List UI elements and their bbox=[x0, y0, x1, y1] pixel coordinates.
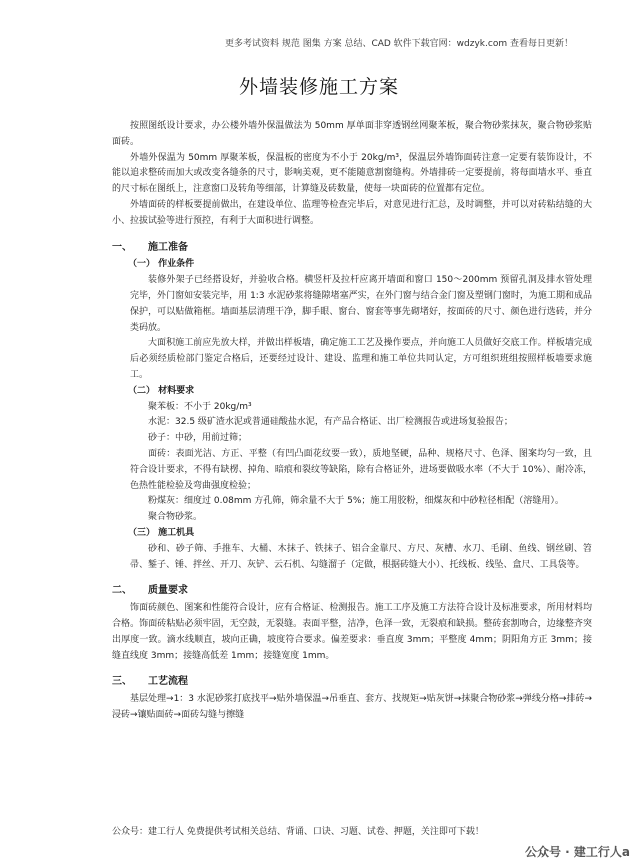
process-flow: 基层处理→1：3 水泥砂浆打底找平→贴外墙保温→吊垂直、套方、找规矩→贴灰饼→抹聚合物砂浆→弹线分格→排砖→浸砖→镶贴面砖→面砖勾缝与擦缝 bbox=[112, 694, 592, 720]
section-title: 质量要求 bbox=[148, 585, 188, 597]
section-heading bbox=[112, 240, 592, 256]
document-body bbox=[112, 119, 592, 724]
footer-note: 公众号：建工行人 免费提供考试相关总结、背诵、口诀、习题、试卷、押题，关注即可下载！ bbox=[112, 827, 484, 837]
section-title: 工艺流程 bbox=[148, 676, 188, 688]
intro-paragraph: 外墙面砖的样板要提前做出，在建设单位、监理等检查完毕后，对意见进行汇总，及时调整，并可以对砖粘结缝的大小、拉拔试验等进行预控，有利于大面积进行调整。 bbox=[112, 199, 592, 226]
material-line: 面砖：表面光洁、方正、平整（有凹凸面花纹要一致），质地坚硬，品种、规格尺寸、色泽、图案均匀一致，且符合设计要求，不得有缺楞、掉角、暗痕和裂纹等缺陷，除有合格证外，进场要做吸水率（不大于 10%）、耐冷冻，色热性能检验及弯曲强度检验； bbox=[130, 448, 592, 491]
section-number: 二、 bbox=[112, 585, 132, 597]
body-paragraph: 饰面砖颜色、图案和性能符合设计，应有合格证、检测报告。施工工序及施工方法符合设计及标准要求，所用材料均合格。饰面砖粘贴必须牢固，无空鼓，无裂缝。表面平整，洁净，色泽一致，无裂痕和缺损。整砖套割吻合，边缘整齐突出厚度一致。滴水线顺直，坡向正确，坡度符合要求。偏差要求：垂直度 3mm；平整度 4mm；阴阳角方正 3mm；接缝直线度 3mm；接缝高低差 1mm；接缝宽度 1mm。 bbox=[112, 603, 592, 661]
intro-paragraph: 按照图纸设计要求，办公楼外墙外保温做法为 50mm 厚单面非穿透钢丝网聚苯板，聚合物砂浆抹灰，聚合物砂浆贴面砖。 bbox=[112, 121, 592, 147]
section-number: 一、 bbox=[112, 241, 132, 253]
watermark: 公众号 · 建工行人a bbox=[524, 845, 630, 859]
body-paragraph: 大面积施工前应先放大样，并做出样板墙，确定施工工艺及操作要点，并向施工人员做好交底工作。样板墙完成后必须经质检部门鉴定合格后，还要经过设计、建设、监理和施工单位共同认定，方可组织班组按照样板墙要求施工。 bbox=[130, 338, 592, 380]
intro-paragraph: 外墙外保温为 50mm 厚聚苯板，保温板的密度为不小于 20kg/m³，保温层外墙饰面砖注意一定要有装饰设计，不能以追求整砖而加大或改变各缝条的尺寸，影响美观，更不能随意割窗缝构。外墙排砖一定要提前，将每面墙水平、垂直的尺寸标在图纸上，注意窗口及转角等细部，计算缝及砖数量，使每一块面砖的位置都有定位。 bbox=[112, 152, 592, 195]
material-line: 聚合物砂浆。 bbox=[148, 512, 203, 523]
subsection-heading: （三） 施工机具 bbox=[128, 527, 195, 538]
document-title: 外墙装修施工方案 bbox=[238, 76, 399, 98]
section-title: 施工准备 bbox=[148, 241, 188, 253]
body-paragraph: 装修外架子已经搭设好，并验收合格。横竖杆及拉杆应离开墙面和窗口 150～200mm 预留孔洞及排水管处理完毕，外门窗如安装完毕，用 1:3 水泥砂浆将缝隙堵塞严实，在外门窗与结合金门窗及塑钢门窗时，为施工期和成品保护，可以贴做箱框。墙面基层清理干净，脚手眼、窗台、窗套等事先砌堵好，按面砖的尺寸、颜色进行选砖，并分类码放。 bbox=[130, 275, 592, 333]
subsection-heading: （二） 材料要求 bbox=[128, 385, 195, 396]
subsection-heading: （一） 作业条件 bbox=[128, 259, 195, 270]
material-line: 砂子：中砂，用前过筛； bbox=[148, 433, 248, 444]
section-number: 三、 bbox=[112, 676, 132, 688]
body-paragraph: 砂和、砂子筛、手推车、大桶、木抹子、铁抹子、铝合金靠尺、方尺、灰槽、水刀、毛刷、鱼线、钢丝刷、笤帚、錾子、锤、拌丝、开刀、灰铲、云石机、勾缝溜子（定做，根据砖缝大小）、托线板、线坠、盒尺、工具袋等。 bbox=[130, 543, 592, 570]
material-line: 水泥：32.5 级矿渣水泥或普通硅酸盐水泥，有产品合格证、出厂检测报告或进场复验报告； bbox=[148, 417, 513, 428]
header-banner: 更多考试资料 规范 图集 方案 总结、CAD 软件下载官网：wdzyk.com 查看每日更新！ bbox=[225, 39, 573, 49]
material-line: 聚苯板：不小于 20kg/m³ bbox=[148, 401, 252, 412]
section-heading bbox=[112, 674, 592, 690]
section-heading bbox=[112, 583, 592, 599]
material-line: 粉煤灰：细度过 0.08mm 方孔筛，筛余量不大于 5%；施工用胶粉，细煤灰和中砂粒径相配（溶缝用）。 bbox=[148, 496, 564, 507]
